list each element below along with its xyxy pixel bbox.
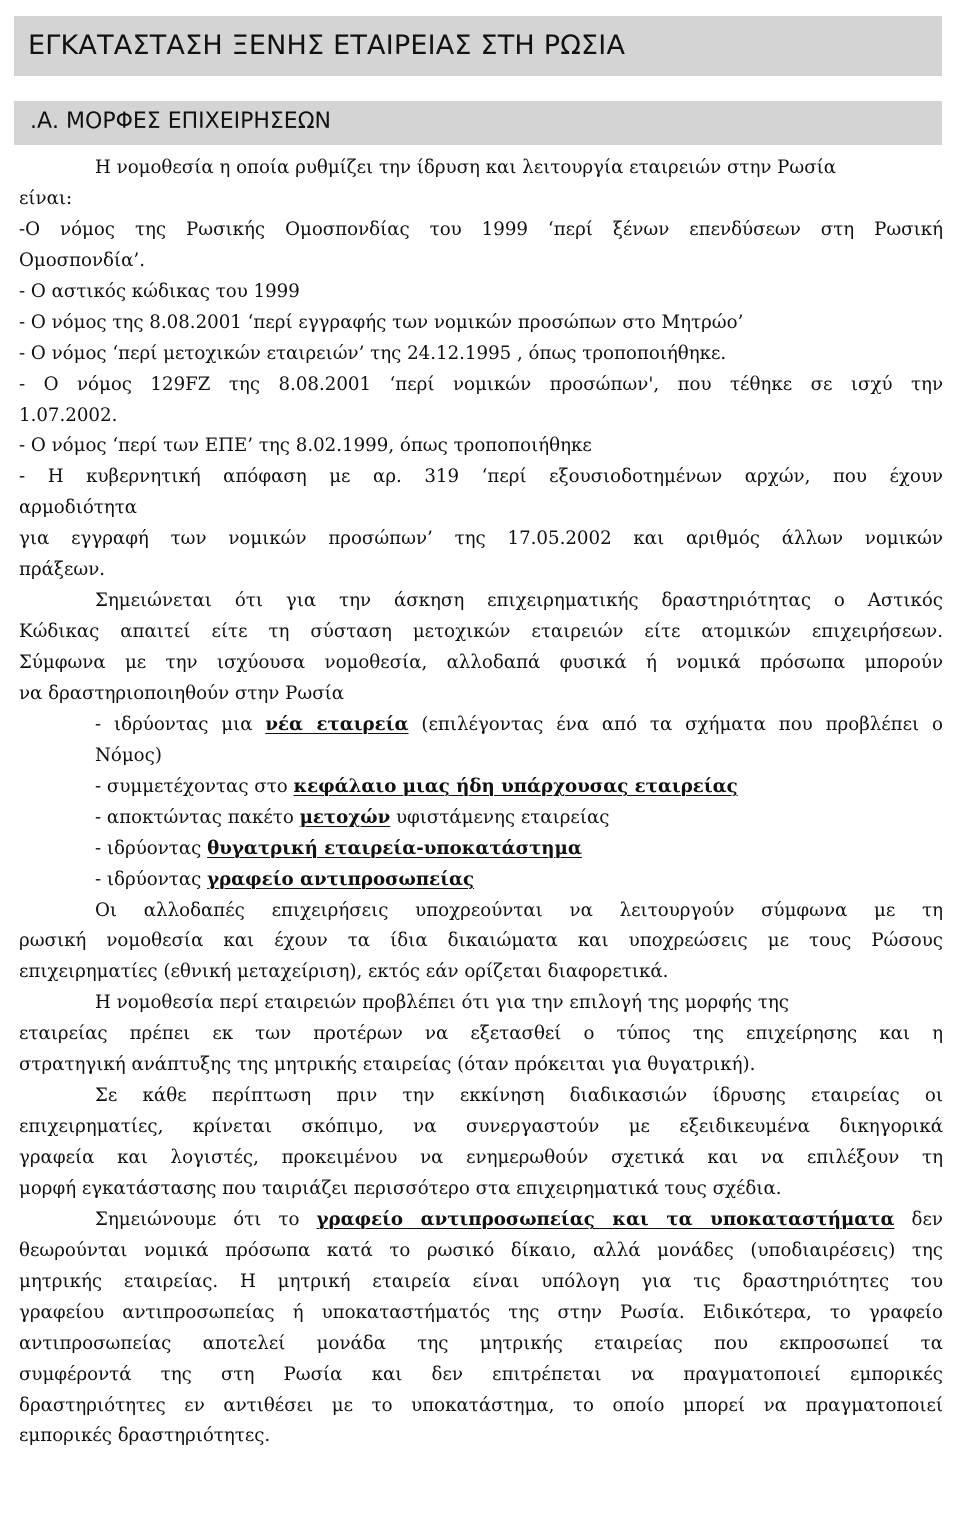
text-segment: μητρικής εταιρείας. Η μητρική εταιρεία είναι υπόλογη για τις δραστηριότητες του	[19, 1270, 943, 1292]
text-line	[19, 1421, 943, 1452]
text-segment: Σε κάθε περίπτωση πριν την εκκίνηση διαδικασιών ίδρυσης εταιρείας οι	[95, 1085, 943, 1107]
text-line	[19, 153, 943, 184]
text-segment: δεν	[894, 1208, 943, 1230]
text-line	[19, 865, 943, 896]
text-line	[19, 617, 943, 648]
text-segment: - Ο νόμος της 8.08.2001 ‘περί εγγραφής των νομικών προσώπων στο Μητρώο’	[19, 311, 744, 333]
text-segment: Οι αλλοδαπές επιχειρήσεις υποχρεούνται να λειτουργούν σύμφωνα με τη	[95, 899, 943, 921]
text-segment: πράξεων.	[19, 559, 106, 581]
emphasized-text: μετοχών	[299, 806, 391, 828]
text-segment: - συμμετέχοντας στο	[95, 775, 294, 797]
text-segment: Η νομοθεσία η οποία ρυθμίζει την ίδρυση και λειτουργία εταιρειών στην Ρωσία	[95, 157, 837, 178]
text-segment: - ιδρύοντας	[95, 837, 208, 859]
text-segment: αντιπροσωπείας αποτελεί μονάδα της μητρικής εταιρείας που εκπροσωπεί τα	[19, 1332, 943, 1354]
text-line	[19, 555, 943, 586]
emphasized-text: γραφείο αντιπροσωπείας και τα υποκαταστήματα	[316, 1208, 895, 1230]
text-segment: γραφείου αντιπροσωπείας ή υποκαταστήματός της στην Ρωσία. Ειδικότερα, το γραφείο	[19, 1301, 943, 1323]
text-segment: επιχειρηματίες, κρίνεται σκόπιμο, να συνεργαστούν με εξειδικευμένα δικηγορικά	[19, 1116, 943, 1138]
text-segment: 1.07.2002.	[19, 404, 118, 426]
text-line	[19, 401, 943, 432]
text-line	[19, 1236, 943, 1267]
section-heading: .Α. ΜΟΡΦΕΣ ΕΠΙΧΕΙΡΗΣΕΩΝ	[30, 109, 331, 134]
text-line	[19, 896, 943, 927]
emphasized-text: θυγατρική εταιρεία-υποκατάστημα	[207, 837, 582, 859]
text-line	[19, 1174, 943, 1205]
text-segment: - Ο νόμος ‘περί των ΕΠΕ’ της 8.02.1999, όπως τροποποιήθηκε	[19, 435, 592, 457]
emphasized-text: νέα εταιρεία	[265, 713, 409, 735]
text-segment: υφιστάμενης εταιρείας	[390, 806, 610, 828]
text-segment: είναι:	[19, 187, 73, 209]
text-line	[19, 277, 943, 308]
emphasized-text: γραφείο αντιπροσωπείας	[207, 868, 475, 890]
text-segment: αρμοδιότητα	[19, 497, 138, 519]
document-body	[19, 153, 943, 1452]
text-line	[19, 524, 943, 555]
text-line	[19, 246, 943, 277]
text-line	[19, 1205, 943, 1236]
text-line	[19, 1050, 943, 1081]
text-line	[19, 586, 943, 617]
text-segment: εταιρείας πρέπει εκ των προτέρων να εξετασθεί ο τύπος της επιχείρησης και η	[19, 1023, 943, 1045]
text-line	[19, 1391, 943, 1422]
document-title-bar	[14, 16, 942, 76]
text-segment: - ιδρύοντας	[95, 868, 208, 890]
text-segment: - αποκτώντας πακέτο	[95, 806, 300, 828]
text-segment: επιχειρηματίες (εθνική μεταχείριση), εκτός εάν ορίζεται διαφορετικά.	[19, 961, 669, 983]
text-line	[19, 803, 943, 834]
text-segment: - ιδρύοντας μια	[95, 713, 266, 735]
text-segment: -Ο νόμος της Ρωσικής Ομοσπονδίας του 1999 ‘περί ξένων επενδύσεων στη Ρωσική	[19, 218, 943, 240]
text-line	[19, 370, 943, 401]
text-line	[19, 1298, 943, 1329]
text-segment: - Η κυβερνητική απόφαση με αρ. 319 ‘περί εξουσιοδοτημένων αρχών, που έχουν	[19, 466, 943, 488]
text-line	[19, 1329, 943, 1360]
text-line	[19, 988, 943, 1019]
text-line	[19, 710, 943, 741]
text-line	[19, 679, 943, 710]
text-line	[19, 462, 943, 493]
text-line	[19, 1081, 943, 1112]
text-line	[19, 184, 943, 215]
text-line	[19, 493, 943, 524]
text-segment: Ομοσπονδία’.	[19, 249, 145, 271]
emphasized-text: κεφάλαιο μιας ήδη υπάρχουσας εταιρείας	[293, 775, 738, 797]
text-segment: να δραστηριοποιηθούν στην Ρωσία	[19, 682, 345, 704]
text-line	[19, 308, 943, 339]
text-segment: δραστηριότητες εν αντιθέσει με το υποκατάστημα, το οποίο μπορεί να πραγματοποιεί	[19, 1394, 943, 1416]
text-segment: (επιλέγοντας ένα από τα σχήματα που προβλέπει ο	[408, 713, 943, 735]
text-segment: - Ο νόμος 129FZ της 8.08.2001 ‘περί νομικών προσώπων', που τέθηκε σε ισχύ την	[19, 373, 943, 395]
text-segment: στρατηγική ανάπτυξης της μητρικής εταιρείας (όταν πρόκειται για θυγατρική).	[19, 1054, 756, 1076]
text-line	[19, 1267, 943, 1298]
text-segment: - Ο νόμος ‘περί μετοχικών εταιρειών’ της 24.12.1995 , όπως τροποποιήθηκε.	[19, 342, 727, 364]
text-segment: γραφεία και λογιστές, προκειμένου να ενημερωθούν σχετικά και να επιλέξουν τη	[19, 1147, 943, 1168]
text-segment: - Ο αστικός κώδικας του 1999	[19, 280, 300, 302]
text-line	[19, 926, 943, 957]
text-line	[19, 1112, 943, 1143]
text-line	[19, 1143, 943, 1174]
text-line	[19, 957, 943, 988]
text-segment: Η νομοθεσία περί εταιρειών προβλέπει ότι για την επιλογή της μορφής της	[95, 992, 789, 1014]
text-line	[19, 834, 943, 865]
text-line	[19, 772, 943, 803]
text-line	[19, 741, 943, 772]
text-segment: Νόμος)	[95, 744, 162, 766]
text-segment: εμπορικές δραστηριότητες.	[19, 1425, 271, 1447]
text-line	[19, 648, 943, 679]
text-line	[19, 1019, 943, 1050]
text-segment: θεωρούνται νομικά πρόσωπα κατά το ρωσικό δίκαιο, αλλά μονάδες (υποδιαιρέσεις) της	[19, 1239, 943, 1261]
text-line	[19, 339, 943, 370]
text-line	[19, 431, 943, 462]
text-line	[19, 1360, 943, 1391]
document-title: ΕΓΚΑΤΑΣΤΑΣΗ ΞΕΝΗΣ ΕΤΑΙΡΕΙΑΣ ΣΤΗ ΡΩΣΙΑ	[28, 30, 626, 61]
text-segment: για εγγραφή των νομικών προσώπων’ της 17.05.2002 και αριθμός άλλων νομικών	[19, 528, 943, 550]
text-segment: Σύμφωνα με την ισχύουσα νομοθεσία, αλλοδαπά φυσικά ή νομικά πρόσωπα μπορούν	[19, 652, 943, 673]
text-segment: Σημειώνουμε ότι το	[95, 1208, 317, 1230]
text-segment: συμφέροντά της στη Ρωσία και δεν επιτρέπεται να πραγματοποιεί εμπορικές	[19, 1363, 943, 1385]
section-heading-bar	[14, 101, 942, 145]
text-segment: Κώδικας απαιτεί είτε τη σύσταση μετοχικών εταιρειών είτε ατομικών επιχειρήσεων.	[19, 621, 943, 643]
text-segment: μορφή εγκατάστασης που ταιριάζει περισσότερο στα επιχειρηματικά τους σχέδια.	[19, 1177, 782, 1199]
text-segment: Σημειώνεται ότι για την άσκηση επιχειρηματικής δραστηριότητας ο Αστικός	[95, 590, 943, 612]
text-line	[19, 215, 943, 246]
text-segment: ρωσική νομοθεσία και έχουν τα ίδια δικαιώματα και υποχρεώσεις με τους Ρώσους	[19, 930, 943, 952]
